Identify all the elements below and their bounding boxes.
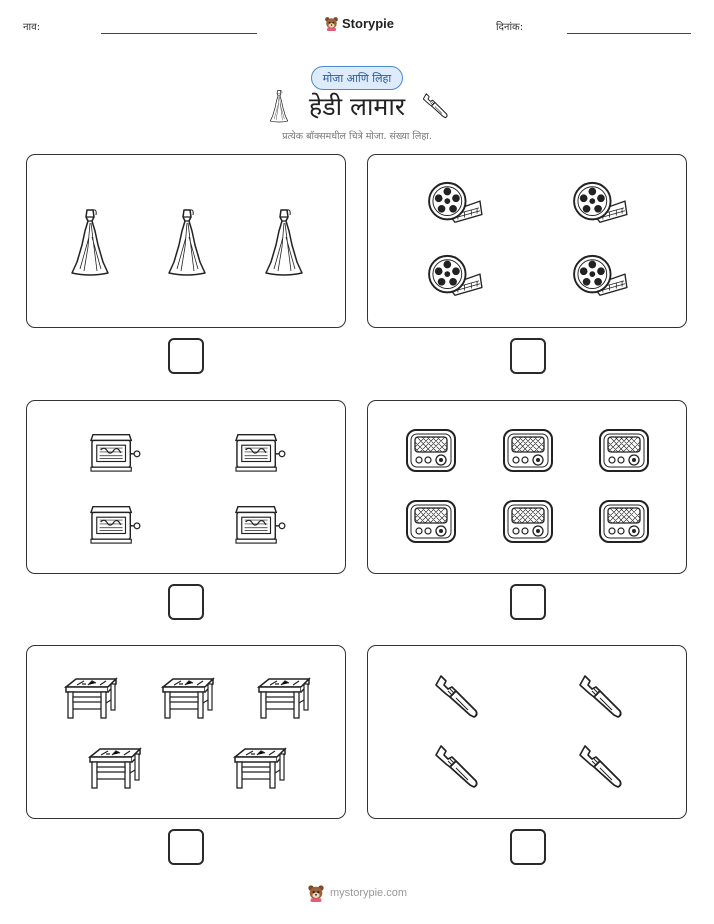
radio-icon bbox=[598, 498, 650, 546]
workbench-icon bbox=[255, 673, 311, 721]
activity-badge: मोजा आणि लिहा bbox=[311, 66, 403, 90]
gown-icon bbox=[268, 89, 290, 123]
film-reel-icon bbox=[426, 180, 484, 228]
instruction-text: प्रत्येक बॉक्समधील चित्रे मोजा. संख्या लिहा. bbox=[282, 131, 432, 142]
count-panel-gown bbox=[26, 154, 346, 328]
music-box-icon bbox=[232, 427, 286, 473]
count-panel-workbench bbox=[26, 645, 346, 819]
wrench-icon bbox=[576, 673, 624, 721]
wrench-icon bbox=[576, 743, 624, 791]
footer bbox=[0, 884, 714, 902]
workbench-icon bbox=[231, 743, 287, 791]
date-label: दिनांक: bbox=[496, 22, 524, 33]
count-panel-music-box bbox=[26, 400, 346, 574]
answer-box-workbench[interactable] bbox=[168, 829, 204, 865]
count-panel-film-reel bbox=[367, 154, 687, 328]
radio-icon bbox=[598, 427, 650, 475]
music-box-icon bbox=[87, 499, 141, 545]
wrench-icon bbox=[432, 743, 480, 791]
answer-box-film-reel[interactable] bbox=[510, 338, 546, 374]
gown-icon bbox=[165, 207, 209, 277]
wrench-icon bbox=[432, 673, 480, 721]
answer-box-gown[interactable] bbox=[168, 338, 204, 374]
name-line[interactable] bbox=[101, 33, 257, 34]
bear-mascot-icon bbox=[307, 884, 325, 902]
radio-icon bbox=[502, 498, 554, 546]
radio-icon bbox=[502, 427, 554, 475]
workbench-icon bbox=[159, 673, 215, 721]
music-box-icon bbox=[87, 427, 141, 473]
brand-name: Storypie bbox=[342, 15, 395, 31]
count-panel-radio bbox=[367, 400, 687, 574]
answer-box-music-box[interactable] bbox=[168, 584, 204, 620]
film-reel-icon bbox=[571, 253, 629, 301]
film-reel-icon bbox=[426, 253, 484, 301]
workbench-icon bbox=[86, 743, 142, 791]
bear-mascot-icon bbox=[324, 16, 339, 31]
gown-icon bbox=[68, 207, 112, 277]
music-box-icon bbox=[232, 499, 286, 545]
page-title: हेडी लामार bbox=[308, 92, 406, 121]
radio-icon bbox=[405, 427, 457, 475]
answer-box-radio[interactable] bbox=[510, 584, 546, 620]
count-panel-wrench bbox=[367, 645, 687, 819]
footer-url[interactable]: mystorypie.com bbox=[329, 887, 408, 899]
wrench-icon bbox=[421, 92, 449, 120]
name-label: नाव: bbox=[23, 22, 41, 33]
answer-box-wrench[interactable] bbox=[510, 829, 546, 865]
brand-logo bbox=[324, 13, 394, 33]
film-reel-icon bbox=[571, 180, 629, 228]
gown-icon bbox=[262, 207, 306, 277]
radio-icon bbox=[405, 498, 457, 546]
workbench-icon bbox=[62, 673, 118, 721]
date-line[interactable] bbox=[567, 33, 691, 34]
